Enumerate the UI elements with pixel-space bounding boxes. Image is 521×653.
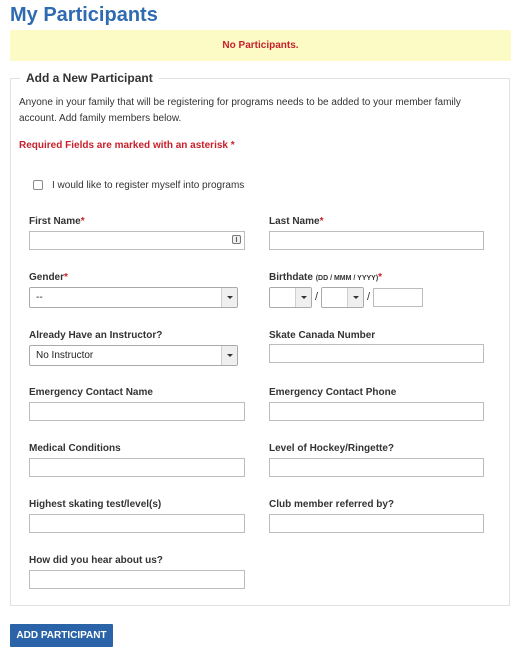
no-participants-notice: No Participants.	[10, 30, 511, 61]
instructor-select[interactable]	[29, 345, 238, 366]
first-name-input[interactable]	[29, 231, 245, 250]
birth-month-select[interactable]	[321, 287, 364, 308]
birth-day-select[interactable]	[269, 287, 312, 308]
chevron-down-icon	[347, 288, 363, 307]
emergency-phone-label: Emergency Contact Phone	[269, 387, 397, 398]
date-separator: /	[367, 291, 371, 303]
first-name-label: First Name*	[29, 216, 85, 227]
last-name-label: Last Name*	[269, 216, 324, 227]
gender-select[interactable]	[29, 287, 238, 308]
hockey-level-label: Level of Hockey/Ringette?	[269, 443, 395, 454]
fieldset-legend: Add a New Participant	[20, 70, 159, 86]
gender-label: Gender*	[29, 272, 68, 283]
birthdate-label: Birthdate (DD / MMM / YYYY)*	[269, 272, 383, 283]
self-register-label[interactable]: I would like to register myself into programs	[52, 179, 245, 191]
heard-about-input[interactable]	[29, 570, 245, 589]
intro-text: Anyone in your family that will be registering for programs needs to be added to your member family account. Add family members below.	[19, 97, 461, 124]
chevron-down-icon	[221, 288, 237, 307]
medical-label: Medical Conditions	[29, 443, 121, 454]
heard-about-label: How did you hear about us?	[29, 555, 163, 566]
self-register-checkbox[interactable]	[33, 180, 43, 190]
autofill-key-icon[interactable]	[232, 235, 241, 244]
birth-year-input[interactable]	[373, 288, 423, 307]
skating-test-label: Highest skating test/level(s)	[29, 499, 162, 510]
instructor-selected-value: No Instructor	[36, 350, 94, 361]
chevron-down-icon	[221, 346, 237, 365]
referred-by-label: Club member referred by?	[269, 499, 395, 510]
skating-test-input[interactable]	[29, 514, 245, 533]
self-register-row	[33, 178, 244, 192]
hockey-level-input[interactable]	[269, 458, 484, 477]
emergency-phone-input[interactable]	[269, 402, 484, 421]
emergency-name-label: Emergency Contact Name	[29, 387, 153, 398]
last-name-input[interactable]	[269, 231, 484, 250]
date-separator: /	[315, 291, 319, 303]
emergency-name-input[interactable]	[29, 402, 245, 421]
chevron-down-icon	[295, 288, 311, 307]
gender-selected-value: --	[36, 292, 43, 303]
page-title: My Participants	[10, 4, 158, 26]
referred-by-input[interactable]	[269, 514, 484, 533]
skate-canada-input[interactable]	[269, 344, 484, 363]
add-participant-button[interactable]: ADD PARTICIPANT	[10, 624, 113, 647]
skate-canada-label: Skate Canada Number	[269, 330, 376, 341]
required-fields-note: Required Fields are marked with an asterisk *	[19, 140, 235, 151]
instructor-label: Already Have an Instructor?	[29, 330, 163, 341]
medical-input[interactable]	[29, 458, 245, 477]
